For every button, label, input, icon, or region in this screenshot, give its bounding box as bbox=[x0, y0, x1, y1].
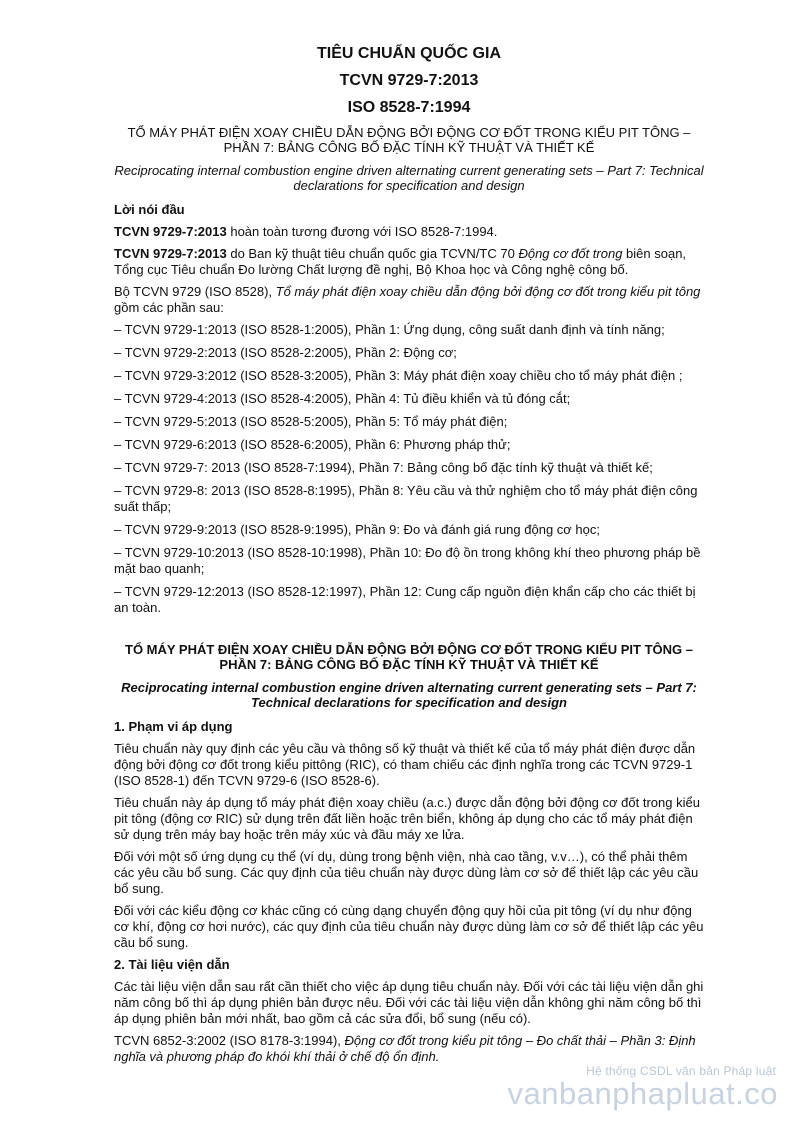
section-1-paragraph: Đối với một số ứng dụng cụ thể (ví dụ, dùng trong bệnh viện, nhà cao tầng, v.v…), có thể phải thêm các yêu cầu bổ sung. Các quy định của tiêu chuẩn này được dùng làm cơ sở để thiết lập các yêu cầu bổ sung. bbox=[114, 849, 699, 896]
section-1-heading: 1. Phạm vi áp dụng bbox=[114, 719, 233, 734]
document-page bbox=[114, 44, 704, 1071]
list-item: – TCVN 9729-7: 2013 (ISO 8528-7:1994), Phần 7: Bảng công bố đặc tính kỹ thuật và thiết kế; bbox=[114, 460, 653, 475]
foreword-paragraph-1 bbox=[114, 224, 704, 240]
list-item: – TCVN 9729-10:2013 (ISO 8528-10:1998), Phần 10: Đo độ ồn trong không khí theo phương pháp bề mặt bao quanh; bbox=[114, 545, 701, 576]
list-item: – TCVN 9729-6:2013 (ISO 8528-6:2005), Phần 6: Phương pháp thử; bbox=[114, 437, 511, 452]
foreword-paragraph-2 bbox=[114, 246, 704, 278]
foreword-p2-text-a: do Ban kỹ thuật tiêu chuẩn quốc gia TCVN/TC 70 bbox=[226, 246, 519, 261]
watermark-caption: Hệ thống CSDL văn bản Pháp luật bbox=[586, 1064, 776, 1078]
list-item: – TCVN 9729-9:2013 (ISO 8528-9:1995), Phần 9: Đo và đánh giá rung động cơ học; bbox=[114, 522, 600, 537]
list-item: – TCVN 9729-12:2013 (ISO 8528-12:1997), Phần 12: Cung cấp nguồn điện khẩn cấp cho các thiết bị an toàn. bbox=[114, 584, 696, 615]
tcvn-code: TCVN 9729-7:2013 bbox=[339, 72, 479, 89]
section-1-paragraph: Tiêu chuẩn này quy định các yêu cầu và thông số kỹ thuật và thiết kế của tổ máy phát điện được dẫn động bởi động cơ đốt trong kiểu pittông (RIC), có tham chiếu các định nghĩa trong các TCVN 9729-1 (ISO 8528-1) đến TCVN 9729-6 (ISO 8528-6). bbox=[114, 741, 696, 788]
foreword-p2-text-b: biên soạn, Tổng cục Tiêu chuẩn Đo lường Chất lượng đề nghị, Bộ Khoa học và Công nghệ công bố. bbox=[114, 246, 687, 277]
foreword-p1-text: hoàn toàn tương đương với ISO 8528-7:1994. bbox=[226, 224, 498, 239]
section-1-paragraph: Tiêu chuẩn này áp dụng tổ máy phát điện xoay chiều (a.c.) được dẫn động bởi động cơ đốt trong kiểu pit tông (động cơ RIC) sử dụng trên đất liền hoặc trên biển, không áp dụng cho các tổ máy phát điện sử dụng trên máy bay hoặc trên máy xúc và đầu máy xe lửa. bbox=[114, 795, 700, 842]
list-item: – TCVN 9729-8: 2013 (ISO 8528-8:1995), Phần 8: Yêu cầu và thử nghiệm cho tổ máy phát điện công suất thấp; bbox=[114, 483, 698, 514]
body-title-vi: TỔ MÁY PHÁT ĐIỆN XOAY CHIỀU DẪN ĐỘNG BỞI ĐỘNG CƠ ĐỐT TRONG KIỂU PIT TÔNG – PHẦN 7: BẢNG CÔNG BỐ ĐẶC TÍNH KỸ THUẬT VÀ THIẾT KẾ bbox=[125, 642, 693, 672]
section-2-paragraph: Các tài liệu viện dẫn sau rất cần thiết cho việc áp dụng tiêu chuẩn này. Đối với các tài liệu viện dẫn ghi năm công bố thì áp dụng phiên bản được nêu. Đối với các tài liệu viện dẫn không ghi năm công bố thì áp dụng phiên bản mới nhất, bao gồm cả các sửa đổi, bổ sung (nếu có). bbox=[114, 979, 704, 1026]
series-title: Tổ máy phát điện xoay chiều dẫn động bởi động cơ đốt trong kiểu pit tông bbox=[275, 284, 701, 299]
list-item: – TCVN 9729-3:2012 (ISO 8528-3:2005), Phần 3: Máy phát điện xoay chiều cho tổ máy phát điện ; bbox=[114, 368, 683, 383]
standard-title-en: Reciprocating internal combustion engine driven alternating current generating sets – Part 7: Technical declarations for specification and design bbox=[114, 163, 704, 193]
reference-title: Động cơ đốt trong kiểu pit tông – Đo chất thải – Phần 3: Định nghĩa và phương pháp đo khói khí thải ở chế độ ổn định. bbox=[114, 1033, 696, 1064]
body-title-en: Reciprocating internal combustion engine driven alternating current generating sets – Part 7: Technical declarations for specification and design bbox=[121, 680, 697, 710]
national-standard-heading: TIÊU CHUẨN QUỐC GIA bbox=[317, 45, 501, 62]
list-item: – TCVN 9729-1:2013 (ISO 8528-1:2005), Phần 1: Ứng dụng, công suất danh định và tính năng; bbox=[114, 322, 665, 337]
list-item: – TCVN 9729-5:2013 (ISO 8528-5:2005), Phần 5: Tổ máy phát điện; bbox=[114, 414, 508, 429]
foreword-paragraph-3 bbox=[114, 284, 704, 316]
section-1-paragraph: Đối với các kiểu động cơ khác cũng có cùng dạng chuyển động quy hồi của pit tông (ví dụ như động cơ khí, động cơ hơi nước), các quy định của tiêu chuẩn này được dùng làm cơ sở để thiết lập các yêu cầu bổ sung. bbox=[114, 903, 704, 950]
section-2-heading: 2. Tài liệu viện dẫn bbox=[114, 957, 230, 972]
list-item: – TCVN 9729-4:2013 (ISO 8528-4:2005), Phần 4: Tủ điều khiển và tủ đóng cắt; bbox=[114, 391, 571, 406]
standard-ref-bold: TCVN 9729-7:2013 bbox=[114, 246, 227, 261]
foreword-p3-text-b: gồm các phần sau: bbox=[114, 300, 224, 315]
list-item: – TCVN 9729-2:2013 (ISO 8528-2:2005), Phần 2: Động cơ; bbox=[114, 345, 457, 360]
watermark-site: vanbanphapluat.co bbox=[507, 1076, 778, 1111]
foreword-p3-text-a: Bộ TCVN 9729 (ISO 8528), bbox=[114, 284, 276, 299]
reference-code: TCVN 6852-3:2002 (ISO 8178-3:1994), bbox=[114, 1033, 345, 1048]
iso-code: ISO 8528-7:1994 bbox=[347, 99, 471, 116]
foreword-heading: Lời nói đầu bbox=[114, 202, 185, 217]
standard-title-vi: TỔ MÁY PHÁT ĐIỆN XOAY CHIỀU DẪN ĐỘNG BỞI ĐỘNG CƠ ĐỐT TRONG KIỂU PIT TÔNG – PHẦN 7: BẢNG CÔNG BỐ ĐẶC TÍNH KỸ THUẬT VÀ THIẾT KẾ bbox=[127, 125, 691, 155]
parts-list bbox=[114, 322, 704, 616]
committee-name: Động cơ đốt trong bbox=[518, 246, 623, 261]
standard-ref-bold: TCVN 9729-7:2013 bbox=[114, 224, 227, 239]
normative-reference bbox=[114, 1033, 704, 1065]
